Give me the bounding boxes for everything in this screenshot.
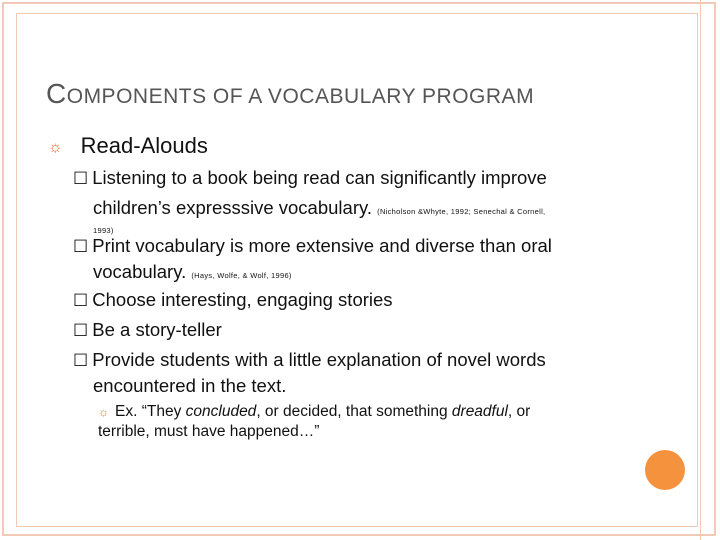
- citation: (Hays, Wolfe, & Wolf, 1996): [191, 271, 292, 280]
- citation: (Nicholson &Whyte, 1992; Senechal & Cornell,: [377, 207, 546, 216]
- citation: 1993): [93, 226, 114, 235]
- checkbox-bullet-icon: ☐: [73, 321, 89, 341]
- sun-bullet-icon: ☼: [98, 405, 109, 419]
- slide-title: COMPONENTS OF A VOCABULARY PROGRAM: [46, 78, 535, 109]
- list-item: ☐ Provide students with a little explanation of novel words encountered in the text.: [73, 349, 546, 396]
- checkbox-bullet-icon: ☐: [73, 351, 89, 371]
- list-item: ☐ Be a story-teller: [73, 319, 222, 341]
- list-item: ☐ Listening to a book being read can significantly improve children’s expresssive vocabulary. (Nicholson &Whyte, 1992; Senechal & Cornell, 1993): [73, 167, 633, 241]
- list-item: ☐ Choose interesting, engaging stories: [73, 289, 393, 311]
- list-item: ☐ Print vocabulary is more extensive and diverse than oral vocabulary. (Hays, Wolfe, & Wolf, 1996): [73, 235, 552, 282]
- sun-bullet-icon: ☼: [48, 139, 63, 156]
- checkbox-bullet-icon: ☐: [73, 169, 89, 189]
- decorative-circle: [645, 450, 685, 490]
- decorative-line: [700, 0, 701, 540]
- example-item: ☼ Ex. “They concluded, or decided, that something dreadful, or terrible, must have happened…”: [98, 403, 531, 440]
- checkbox-bullet-icon: ☐: [73, 291, 89, 311]
- checkbox-bullet-icon: ☐: [73, 237, 89, 257]
- heading-read-alouds: ☼ Read-Alouds: [48, 133, 208, 158]
